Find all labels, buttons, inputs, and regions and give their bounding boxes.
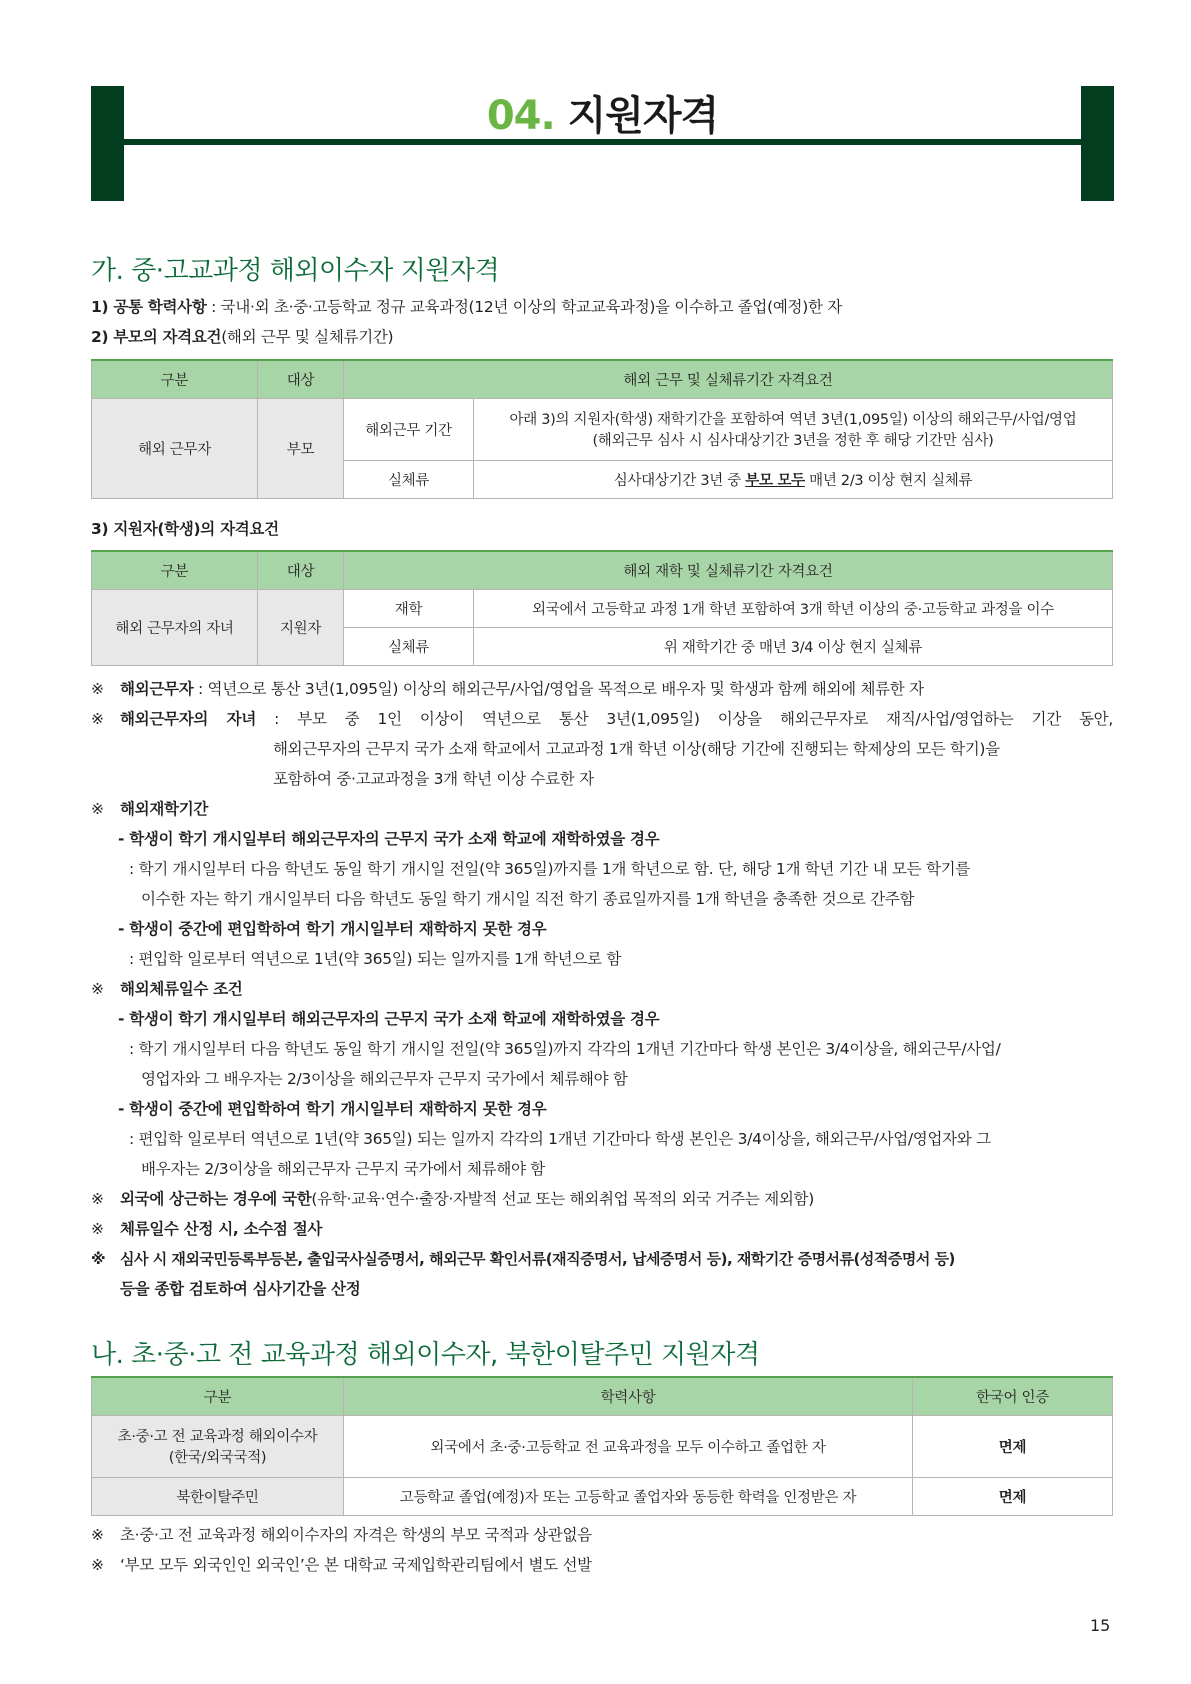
- row-group-cell: 북한이탈주민: [92, 1477, 344, 1515]
- requirement-cell: [474, 460, 1113, 498]
- col-header-category: 구분: [92, 1377, 344, 1415]
- note-4-sub-2-line-1: : 편입학 일로부터 역년으로 1년(약 365일) 되는 일까지 각각의 1개년 기간마다 학생 본인은 3/4이상을, 해외근무/사업/영업자와 그: [129, 1130, 991, 1148]
- note-mark: ※: [91, 800, 104, 818]
- parent-requirements-table: [91, 359, 1113, 499]
- education-cell: 고등학교 졸업(예정)자 또는 고등학교 졸업자와 동등한 학력을 인정받은 자: [344, 1477, 913, 1515]
- page-title: [124, 84, 1081, 141]
- note-2: [91, 709, 1113, 729]
- korean-cert-cell: 면제: [913, 1415, 1113, 1477]
- requirement-cell: [474, 398, 1113, 460]
- note-mark: ※: [91, 1526, 104, 1544]
- note-text: : 부모 중 1인 이상이 역년으로 통산 3년(1,095일) 이상을 해외근무자로 재직/사업/영업하는 기간 동안,: [256, 710, 1113, 728]
- sub-label-cell: 재학: [344, 589, 474, 627]
- note-label: 해외체류일수 조건: [120, 980, 243, 998]
- item3-label: 3) 지원자(학생)의 자격요건: [91, 520, 279, 538]
- education-cell: 외국에서 초·중·고등학교 전 교육과정을 모두 이수하고 졸업한 자: [344, 1415, 913, 1477]
- table-row: [92, 1477, 1113, 1515]
- note-2-line-3: 포함하여 중·고교과정을 3개 학년 이상 수료한 자: [273, 770, 594, 788]
- note-3: [91, 799, 208, 819]
- col-header-requirement: 해외 근무 및 실체류기간 자격요건: [344, 360, 1113, 398]
- note-3-sub-1-line-2: 이수한 자는 학기 개시일부터 다음 학년도 동일 학기 개시일 직전 학기 종료일까지를 1개 학년을 충족한 것으로 간주함: [141, 890, 915, 908]
- col-header-requirement: 해외 재학 및 실체류기간 자격요건: [344, 551, 1113, 589]
- note-1: [91, 679, 924, 699]
- requirement-line-2: (해외근무 심사 시 심사대상기간 3년을 정한 후 해당 기간만 심사): [592, 433, 994, 449]
- note-7-line-2: 등을 종합 검토하여 심사기간을 산정: [120, 1280, 361, 1298]
- requirement-text-pre: 심사대상기간 3년 중: [613, 472, 746, 489]
- item1-text: : 국내·외 초·중·고등학교 정규 교육과정(12년 이상의 학교교육과정)을 이수하고 졸업(예정)한 자: [206, 298, 842, 316]
- section-b-note-1: [91, 1525, 592, 1545]
- student-requirements-table: [91, 550, 1113, 666]
- note-label: 해외근무자의 자녀: [120, 710, 256, 728]
- item1-label: 1) 공통 학력사항: [91, 298, 207, 316]
- note-label: 체류일수 산정 시, 소수점 절사: [120, 1220, 323, 1238]
- item1: [91, 297, 842, 317]
- section-b-note-2: [91, 1555, 592, 1575]
- note-label: 외국에 상근하는 경우에 국한: [120, 1190, 312, 1208]
- note-4-sub-2-line-2: 배우자는 2/3이상을 해외근무자 근무지 국가에서 체류해야 함: [141, 1160, 545, 1178]
- row-target-cell: 지원자: [258, 589, 344, 665]
- item2: [91, 327, 393, 347]
- col-header-korean-cert: 한국어 인증: [913, 1377, 1113, 1415]
- section-a-title: 가. 중·고교과정 해외이수자 지원자격: [91, 256, 500, 286]
- col-header-category: 구분: [92, 551, 258, 589]
- col-header-category: 구분: [92, 360, 258, 398]
- note-label: 해외근무자: [120, 680, 194, 698]
- note-4-sub-1-line-1: : 학기 개시일부터 다음 학년도 동일 학기 개시일 전일(약 365일)까지 각각의 1개년 기간마다 학생 본인은 3/4이상을, 해외근무/사업/: [129, 1040, 1001, 1058]
- note-6: [91, 1219, 322, 1239]
- row-target-cell: 부모: [258, 398, 344, 498]
- note-mark: ※: [91, 680, 104, 698]
- note-4: [91, 979, 242, 999]
- table-header-row: [92, 1377, 1113, 1415]
- sub-label-cell: 실체류: [344, 460, 474, 498]
- row-group-cell: 해외 근무자: [92, 398, 258, 498]
- col-header-target: 대상: [258, 360, 344, 398]
- page-number: 15: [1090, 1616, 1111, 1635]
- table-header-row: [92, 551, 1113, 589]
- requirement-text-post: 매년 2/3 이상 현지 실체류: [804, 472, 973, 489]
- note-text: ‘부모 모두 외국인인 외국인’은 본 대학교 국제입학관리팀에서 별도 선발: [120, 1556, 592, 1574]
- item2-label: 2) 부모의 자격요건: [91, 328, 222, 346]
- note-4-sub-2: - 학생이 중간에 편입학하여 학기 개시일부터 재학하지 못한 경우: [118, 1100, 547, 1118]
- note-label: 해외재학기간: [120, 800, 209, 818]
- table-header-row: [92, 360, 1113, 398]
- note-mark: ※: [91, 1220, 104, 1238]
- row-group-line-2: (한국/외국국적): [168, 1450, 267, 1466]
- korean-cert-cell: 면제: [913, 1477, 1113, 1515]
- requirement-cell: 위 재학기간 중 매년 3/4 이상 현지 실체류: [474, 627, 1113, 665]
- sub-label-cell: 실체류: [344, 627, 474, 665]
- note-mark: ※: [91, 1556, 104, 1574]
- col-header-target: 대상: [258, 551, 344, 589]
- requirement-emphasis: 부모 모두: [745, 472, 805, 489]
- note-mark: ※: [91, 710, 104, 728]
- note-text: : 역년으로 통산 3년(1,095일) 이상의 해외근무/사업/영업을 목적으로 배우자 및 학생과 함께 해외에 체류한 자: [193, 680, 924, 698]
- note-4-sub-1: - 학생이 학기 개시일부터 해외근무자의 근무지 국가 소재 학교에 재학하였을 경우: [118, 1010, 660, 1028]
- table-row: [92, 1415, 1113, 1477]
- note-mark: ※: [91, 980, 104, 998]
- note-3-sub-1-line-1: : 학기 개시일부터 다음 학년도 동일 학기 개시일 전일(약 365일)까지를 1개 학년으로 함. 단, 해당 1개 학년 기간 내 모든 학기를: [129, 860, 970, 878]
- note-4-sub-1-line-2: 영업자와 그 배우자는 2/3이상을 해외근무자 근무지 국가에서 체류해야 함: [141, 1070, 628, 1088]
- page-title-number: 04.: [486, 93, 555, 139]
- note-2-line-2: 해외근무자의 근무지 국가 소재 학교에서 고교과정 1개 학년 이상(해당 기간에 진행되는 학제상의 모든 학기)을: [273, 740, 1000, 758]
- item2-text: (해외 근무 및 실체류기간): [221, 328, 394, 346]
- row-group-cell: 해외 근무자의 자녀: [92, 589, 258, 665]
- note-mark: ※: [91, 1250, 106, 1268]
- table-row: [92, 589, 1113, 627]
- header-right-bar: [1081, 86, 1114, 201]
- note-text: 초·중·고 전 교육과정 해외이수자의 자격은 학생의 부모 국적과 상관없음: [120, 1526, 592, 1544]
- note-text: 심사 시 재외국민등록부등본, 출입국사실증명서, 해외근무 확인서류(재직증명서, 납세증명서 등), 재학기간 증명서류(성적증명서 등): [120, 1250, 955, 1268]
- row-group-line-1: 초·중·고 전 교육과정 해외이수자: [117, 1429, 318, 1445]
- note-mark: ※: [91, 1190, 104, 1208]
- note-3-sub-2-line-1: : 편입학 일로부터 역년으로 1년(약 365일) 되는 일까지를 1개 학년으로 함: [129, 950, 621, 968]
- requirement-line-1: 아래 3)의 지원자(학생) 재학기간을 포함하여 역년 3년(1,095일) 이상의 해외근무/사업/영업: [509, 412, 1077, 428]
- note-3-sub-2: - 학생이 중간에 편입학하여 학기 개시일부터 재학하지 못한 경우: [118, 920, 547, 938]
- note-text: (유학·교육·연수·출장·자발적 선교 또는 해외취업 목적의 외국 거주는 제외함): [311, 1190, 814, 1208]
- requirement-cell: 외국에서 고등학교 과정 1개 학년 포함하여 3개 학년 이상의 중·고등학교 과정을 이수: [474, 589, 1113, 627]
- overseas-defector-table: [91, 1376, 1113, 1516]
- note-3-sub-1: - 학생이 학기 개시일부터 해외근무자의 근무지 국가 소재 학교에 재학하였을 경우: [118, 830, 660, 848]
- row-group-cell: [92, 1415, 344, 1477]
- page-title-text: 지원자격: [567, 93, 719, 139]
- col-header-education: 학력사항: [344, 1377, 913, 1415]
- sub-label-cell: 해외근무 기간: [344, 398, 474, 460]
- note-7: [91, 1249, 955, 1269]
- note-5: [91, 1189, 814, 1209]
- header-left-bar: [91, 86, 124, 201]
- table-row: [92, 398, 1113, 460]
- section-b-title: 나. 초·중·고 전 교육과정 해외이수자, 북한이탈주민 지원자격: [91, 1340, 760, 1370]
